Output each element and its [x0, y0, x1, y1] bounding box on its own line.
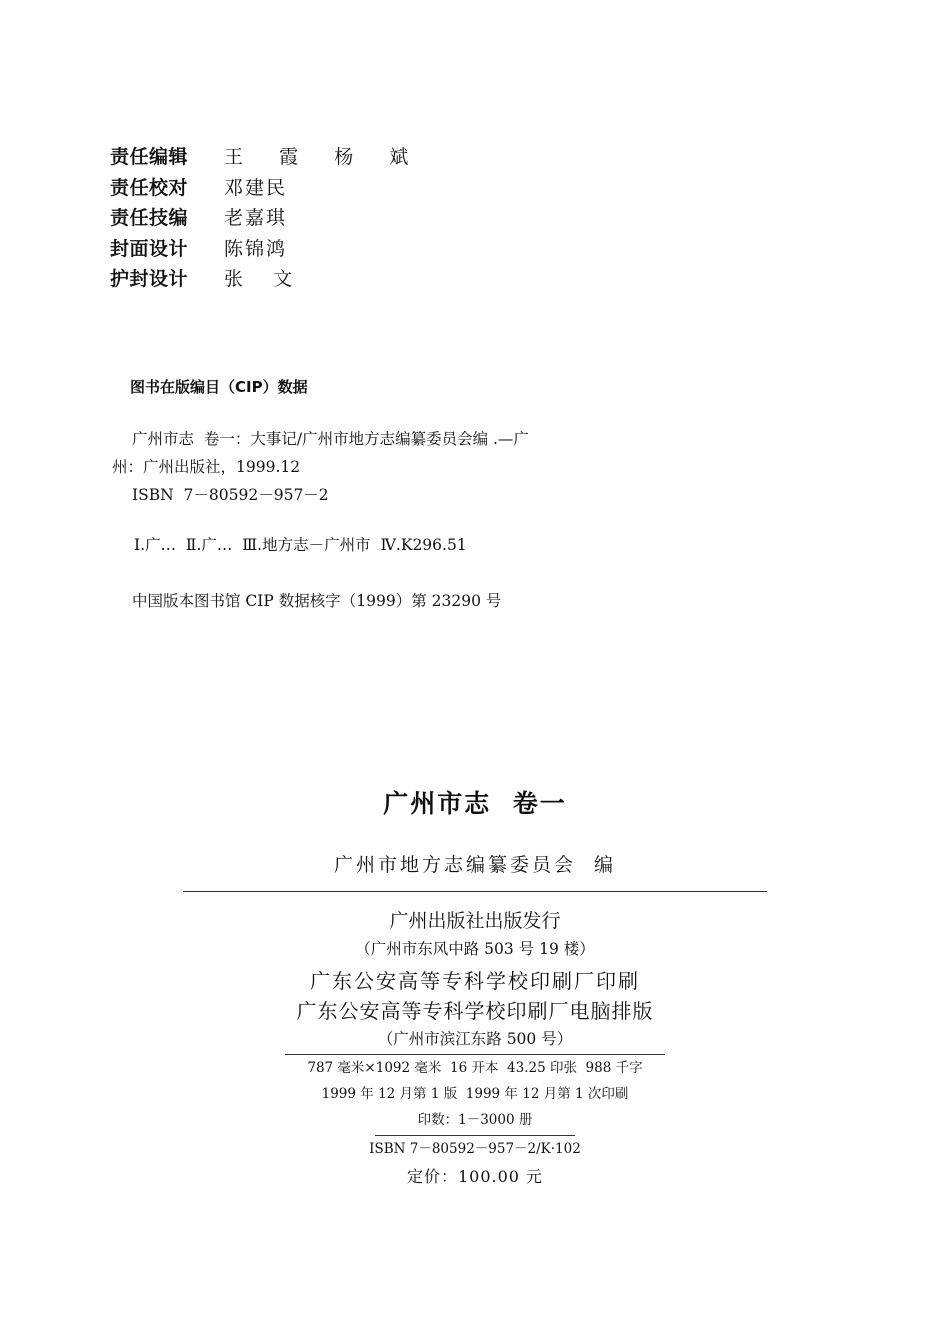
credit-jacket-design [110, 264, 416, 295]
credit-editor [110, 142, 416, 173]
printer: 广东公安高等专科学校印刷厂印刷 [310, 969, 640, 993]
publisher-address: （广州市东风中路 503 号 19 楼） [355, 940, 595, 958]
edition-info: 1999 年 12 月第 1 版 1999 年 12 月第 1 次印刷 [321, 1086, 629, 1102]
credit-name: 张 文 [224, 268, 299, 290]
print-run: 印数：1－3000 册 [417, 1112, 533, 1128]
isbn-full: ISBN 7－80592－957－2/K·102 [369, 1141, 581, 1157]
book-title: 广州市志 卷一 [383, 789, 567, 818]
cip-entry-line: 州：广州出版社，1999.12 [112, 458, 301, 476]
divider [183, 891, 767, 892]
credit-role: 责任校对 [110, 176, 189, 199]
cip-block [112, 376, 652, 615]
credit-name: 邓建民 [224, 176, 288, 199]
credit-cover-design [110, 234, 416, 265]
publisher: 广州出版社出版发行 [389, 910, 561, 932]
cip-classification: Ⅰ.广… Ⅱ.广… Ⅲ.地方志－广州市 Ⅳ.K296.51 [134, 536, 467, 554]
credit-role: 封面设计 [110, 237, 189, 260]
colophon-block [0, 784, 950, 1192]
book-specs: 787 毫米×1092 毫米 16 开本 43.25 印张 988 千字 [307, 1060, 643, 1076]
credit-name: 老嘉琪 [224, 207, 288, 229]
typesetter: 广东公安高等专科学校印刷厂电脑排版 [296, 999, 654, 1023]
cip-isbn: ISBN 7－80592－957－2 [132, 486, 329, 504]
cip-entry-line: 广州市志 卷一：大事记/广州市地方志编纂委员会编 .—广 [132, 430, 529, 448]
credits-block [110, 142, 416, 295]
credit-role: 护封设计 [110, 268, 189, 290]
credit-technical-editor [110, 203, 416, 234]
credit-role: 责任技编 [110, 207, 189, 229]
credit-name: 陈锦鸿 [224, 237, 288, 260]
cip-entry [112, 425, 652, 509]
cip-record-number: 中国版本图书馆 CIP 数据核字（1999）第 23290 号 [132, 592, 502, 610]
price: 定价：100.00 元 [406, 1167, 544, 1186]
credit-proofreader [110, 173, 416, 204]
credit-role: 责任编辑 [110, 146, 189, 168]
printer-address: （广州市滨江东路 500 号） [377, 1030, 573, 1048]
cip-heading: 图书在版编目（CIP）数据 [130, 378, 308, 396]
credit-name: 王 霞 杨 斌 [224, 146, 417, 168]
book-editor: 广州市地方志编纂委员会 编 [333, 854, 617, 876]
